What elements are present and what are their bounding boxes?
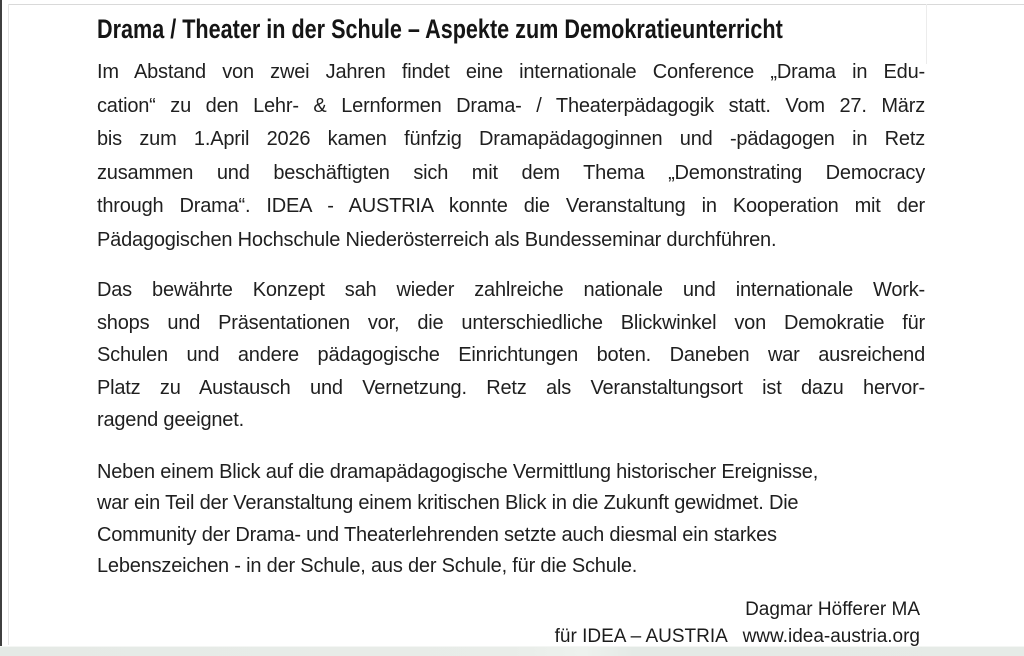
paragraph-3 <box>97 457 925 583</box>
text-line: ragend geeignet. <box>97 409 244 431</box>
text-line: Im Abstand von zwei Jahren findet eine internationale Conference „Drama in Edu- <box>97 61 925 83</box>
frame-left-border <box>8 4 9 645</box>
text-line: war ein Teil der Veranstaltung einem kritischen Blick in die Zukunft gewidmet. Die <box>97 492 799 514</box>
signature <box>97 596 925 650</box>
bottom-strip <box>0 646 1024 656</box>
text-line: Neben einem Blick auf die dramapädagogische Vermittlung historischer Ereignisse, <box>97 460 819 483</box>
text-line: shops und Präsentationen vor, die unterschiedliche Blickwinkel von Demokratie für <box>97 311 925 334</box>
text-line: Das bewährte Konzept sah wieder zahlreiche nationale und internationale Work- <box>97 279 925 301</box>
paragraph-1 <box>97 56 925 257</box>
signature-org: für IDEA – AUSTRIA www.idea-austria.org <box>554 625 920 647</box>
article <box>97 0 925 650</box>
text-line: Platz zu Austausch und Vernetzung. Retz als Veranstaltungsort ist dazu hervor- <box>97 376 925 399</box>
text-line: Lebenszeichen - in der Schule, aus der Schule, für die Schule. <box>97 555 638 577</box>
signature-author: Dagmar Höfferer MA <box>745 598 920 620</box>
text-line: Community der Drama- und Theaterlehrenden setzte auch diesmal ein starkes <box>97 523 777 546</box>
article-title: Drama / Theater in der Schule – Aspekte zum Demokratieunterricht <box>97 14 783 44</box>
text-line: Pädagogischen Hochschule Niederösterreich als Bundesseminar durchführen. <box>97 228 777 251</box>
text-line: bis zum 1.April 2026 kamen fünfzig Dramapädagoginnen und -pädagogen in Retz <box>97 128 925 150</box>
text-line: through Drama“. IDEA - AUSTRIA konnte die Veranstaltung in Kooperation mit der <box>97 195 925 217</box>
left-edge-bar <box>0 0 2 656</box>
text-line: zusammen und beschäftigten sich mit dem Thema „Demonstrating Democracy <box>97 161 925 184</box>
frame-right-border <box>926 4 927 64</box>
text-line: Schulen und andere pädagogische Einrichtungen boten. Daneben war ausreichend <box>97 344 925 366</box>
paragraph-2 <box>97 274 925 437</box>
text-line: cation“ zu den Lehr- & Lernformen Drama- / Theaterpädagogik statt. Vom 27. März <box>97 94 925 117</box>
